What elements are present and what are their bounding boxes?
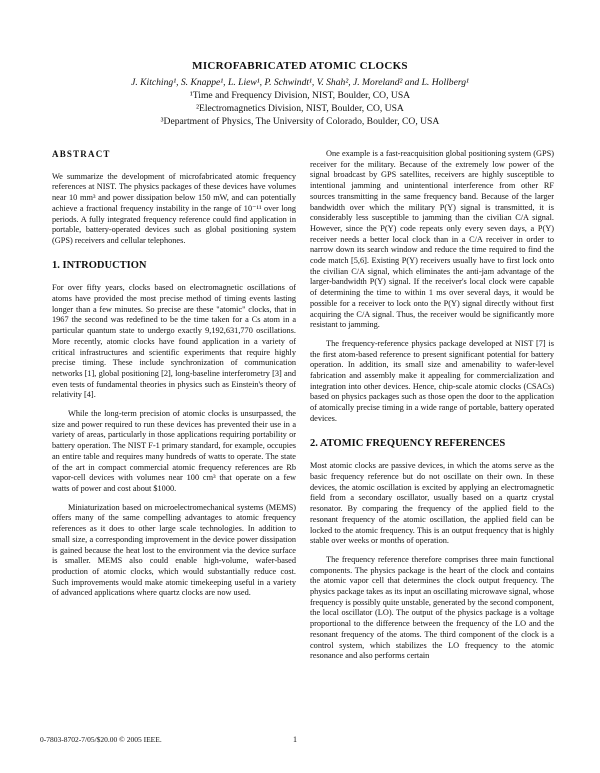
affiliation-1: ¹Time and Frequency Division, NIST, Boulder, CO, USA: [189, 90, 411, 101]
introduction-heading: 1. INTRODUCTION: [52, 259, 147, 271]
paper-title: MICROFABRICATED ATOMIC CLOCKS: [192, 60, 408, 72]
copyright-footer: 0-7803-8702-7/05/$20.00 © 2005 IEEE.: [40, 735, 162, 744]
atomic-references-paragraph-1: Most atomic clocks are passive devices, in which the atoms serve as the basic frequency reference but do not oscillate on their own. In these devices, the atomic oscillation is excited by applying an electromagnetic field from a secondary oscillator, usually based on a quartz crystal resonator. By comparing the frequency of the applied field to the resonant frequency of the atomic oscillation, the applied field can be locked to the atomic frequency. This is an output frequency that is highly stable over weeks or months of operation.: [310, 461, 554, 546]
affiliation-3: ³Department of Physics, The University of Colorado, Boulder, CO, USA: [160, 116, 440, 127]
affiliation-2: ²Electromagnetics Division, NIST, Boulder, CO, USA: [196, 103, 404, 114]
page-number: 1: [293, 735, 297, 744]
section-2-heading: 2. ATOMIC FREQUENCY REFERENCES: [310, 437, 506, 449]
physics-package-paragraph: The frequency-reference physics package developed at NIST [7] is the first atom-based reference to present significant potential for battery operation. In addition, its small size and amenability to wafer-level fabrication and assembly make it appealing for commercialization and integration into other devices. Hence, chip-scale atomic clocks (CSACs) based on physics packages such as those open the door to the application of atomically precise timing in a wide range of portable, battery operated devices.: [310, 338, 554, 423]
abstract-text: We summarize the development of microfabricated atomic frequency references at NIST. The physics packages of these devices have volumes near 10 mm³ and power dissipation below 150 mW, and can potentially achieve a fractional frequency instability in the range of 10⁻¹¹ over long periods. A fully integrated frequency reference could find application in portable, battery-operated devices such as global positioning system (GPS) receivers and cellular telephones.: [52, 171, 296, 245]
right-column: [310, 149, 554, 662]
intro-paragraph-2: While the long-term precision of atomic clocks is unsurpassed, the size and power required to run these devices has prevented their use in a variety of areas, particularly in those applications requiring portability or battery operation. The NIST F-1 primary standard, for example, occupies an entire table and requires many hundreds of watts to operate. The state of the art in compact commercial atomic frequency references are Rb vapor-cell devices with volumes near 100 cm³ that operate on a few watts of power and cost about $1000.: [52, 409, 296, 493]
intro-paragraph-1: For over fifty years, clocks based on electromagnetic oscillations of atoms have provided the most precise method of timing events lasting longer than a few minutes. So precise are these "atomic" clocks, that in 1967 the second was redefined to be the time taken for a Cs atom in a particular quantum state to undergo exactly 9,192,631,770 oscillations. More recently, atomic clocks have found application in a variety of critical infrastructures and scientific experiments that require highly precise timing. These include synchronization of communication networks [1], global positioning [2], long-baseline interferometry [3] and even tests of fundamental theories in physics such as Einstein's theory of relativity [4].: [52, 283, 296, 400]
intro-paragraph-3: Miniaturization based on microelectromechanical systems (MEMS) offers many of the same compelling advantages to atomic frequency references as it does to other large scale technologies. In addition to small size, a corresponding improvement in the device power dissipation is gained because the heat lost to the environment via the device surface is smaller. MEMS also could enable high-volume, wafer-based production of atomic clocks, which would substantially reduce cost. Such improvements would make atomic timekeeping useful in a variety of advanced applications where quartz clocks are now used.: [52, 502, 296, 598]
abstract-heading: ABSTRACT: [52, 149, 111, 159]
left-column: [52, 149, 296, 599]
atomic-references-paragraph-2: The frequency reference therefore comprises three main functional components. The physics package is the heart of the clock and contains the atomic vapor cell that determines the clock output frequency. The physics package takes as its input an oscillating microwave signal, whose frequency is possibly quite unstable, generated by the second component, the local oscillator (LO). The output of the physics package is a voltage proportional to the difference between the frequency of the LO and the resonant frequency of the atoms. The third component of the clock is a control system, which stabilizes the LO frequency to the atomic resonance and also performs certain: [310, 554, 555, 661]
author-list: J. Kitching¹, S. Knappe¹, L. Liew¹, P. Schwindt¹, V. Shah², J. Moreland² and L. Hollberg¹: [131, 77, 469, 88]
gps-paragraph: One example is a fast-reacquisition global positioning system (GPS) receiver for the military. Because of the extremely low power of the signal broadcast by GPS satellites, receivers are highly susceptible to intentional jamming and unintentional interference from other RF sources transmitting in the same frequency band. Because of the larger bandwidth over which the military P(Y) signal is transmitted, it is considerably less susceptible to jamming than the civilian C/A signal. However, since the P(Y) code repeats only every seven days, a P(Y) receiver needs a better local clock than in a C/A receiver in order to narrow down its search window and reduce the time required to find the code match [5,6]. Existing P(Y) receivers usually have to first lock onto the civilian C/A signal, which eliminates the anti-jam advantage of the larger-bandwidth P(Y) signal. If the receiver's local clock were capable of determining the time to within 1 ms over several days, it would be possible for a receiver to lock onto the P(Y) signal directly without first acquiring the C/A signal. Thus, the receiver would be significantly more resistant to jamming.: [310, 149, 554, 330]
